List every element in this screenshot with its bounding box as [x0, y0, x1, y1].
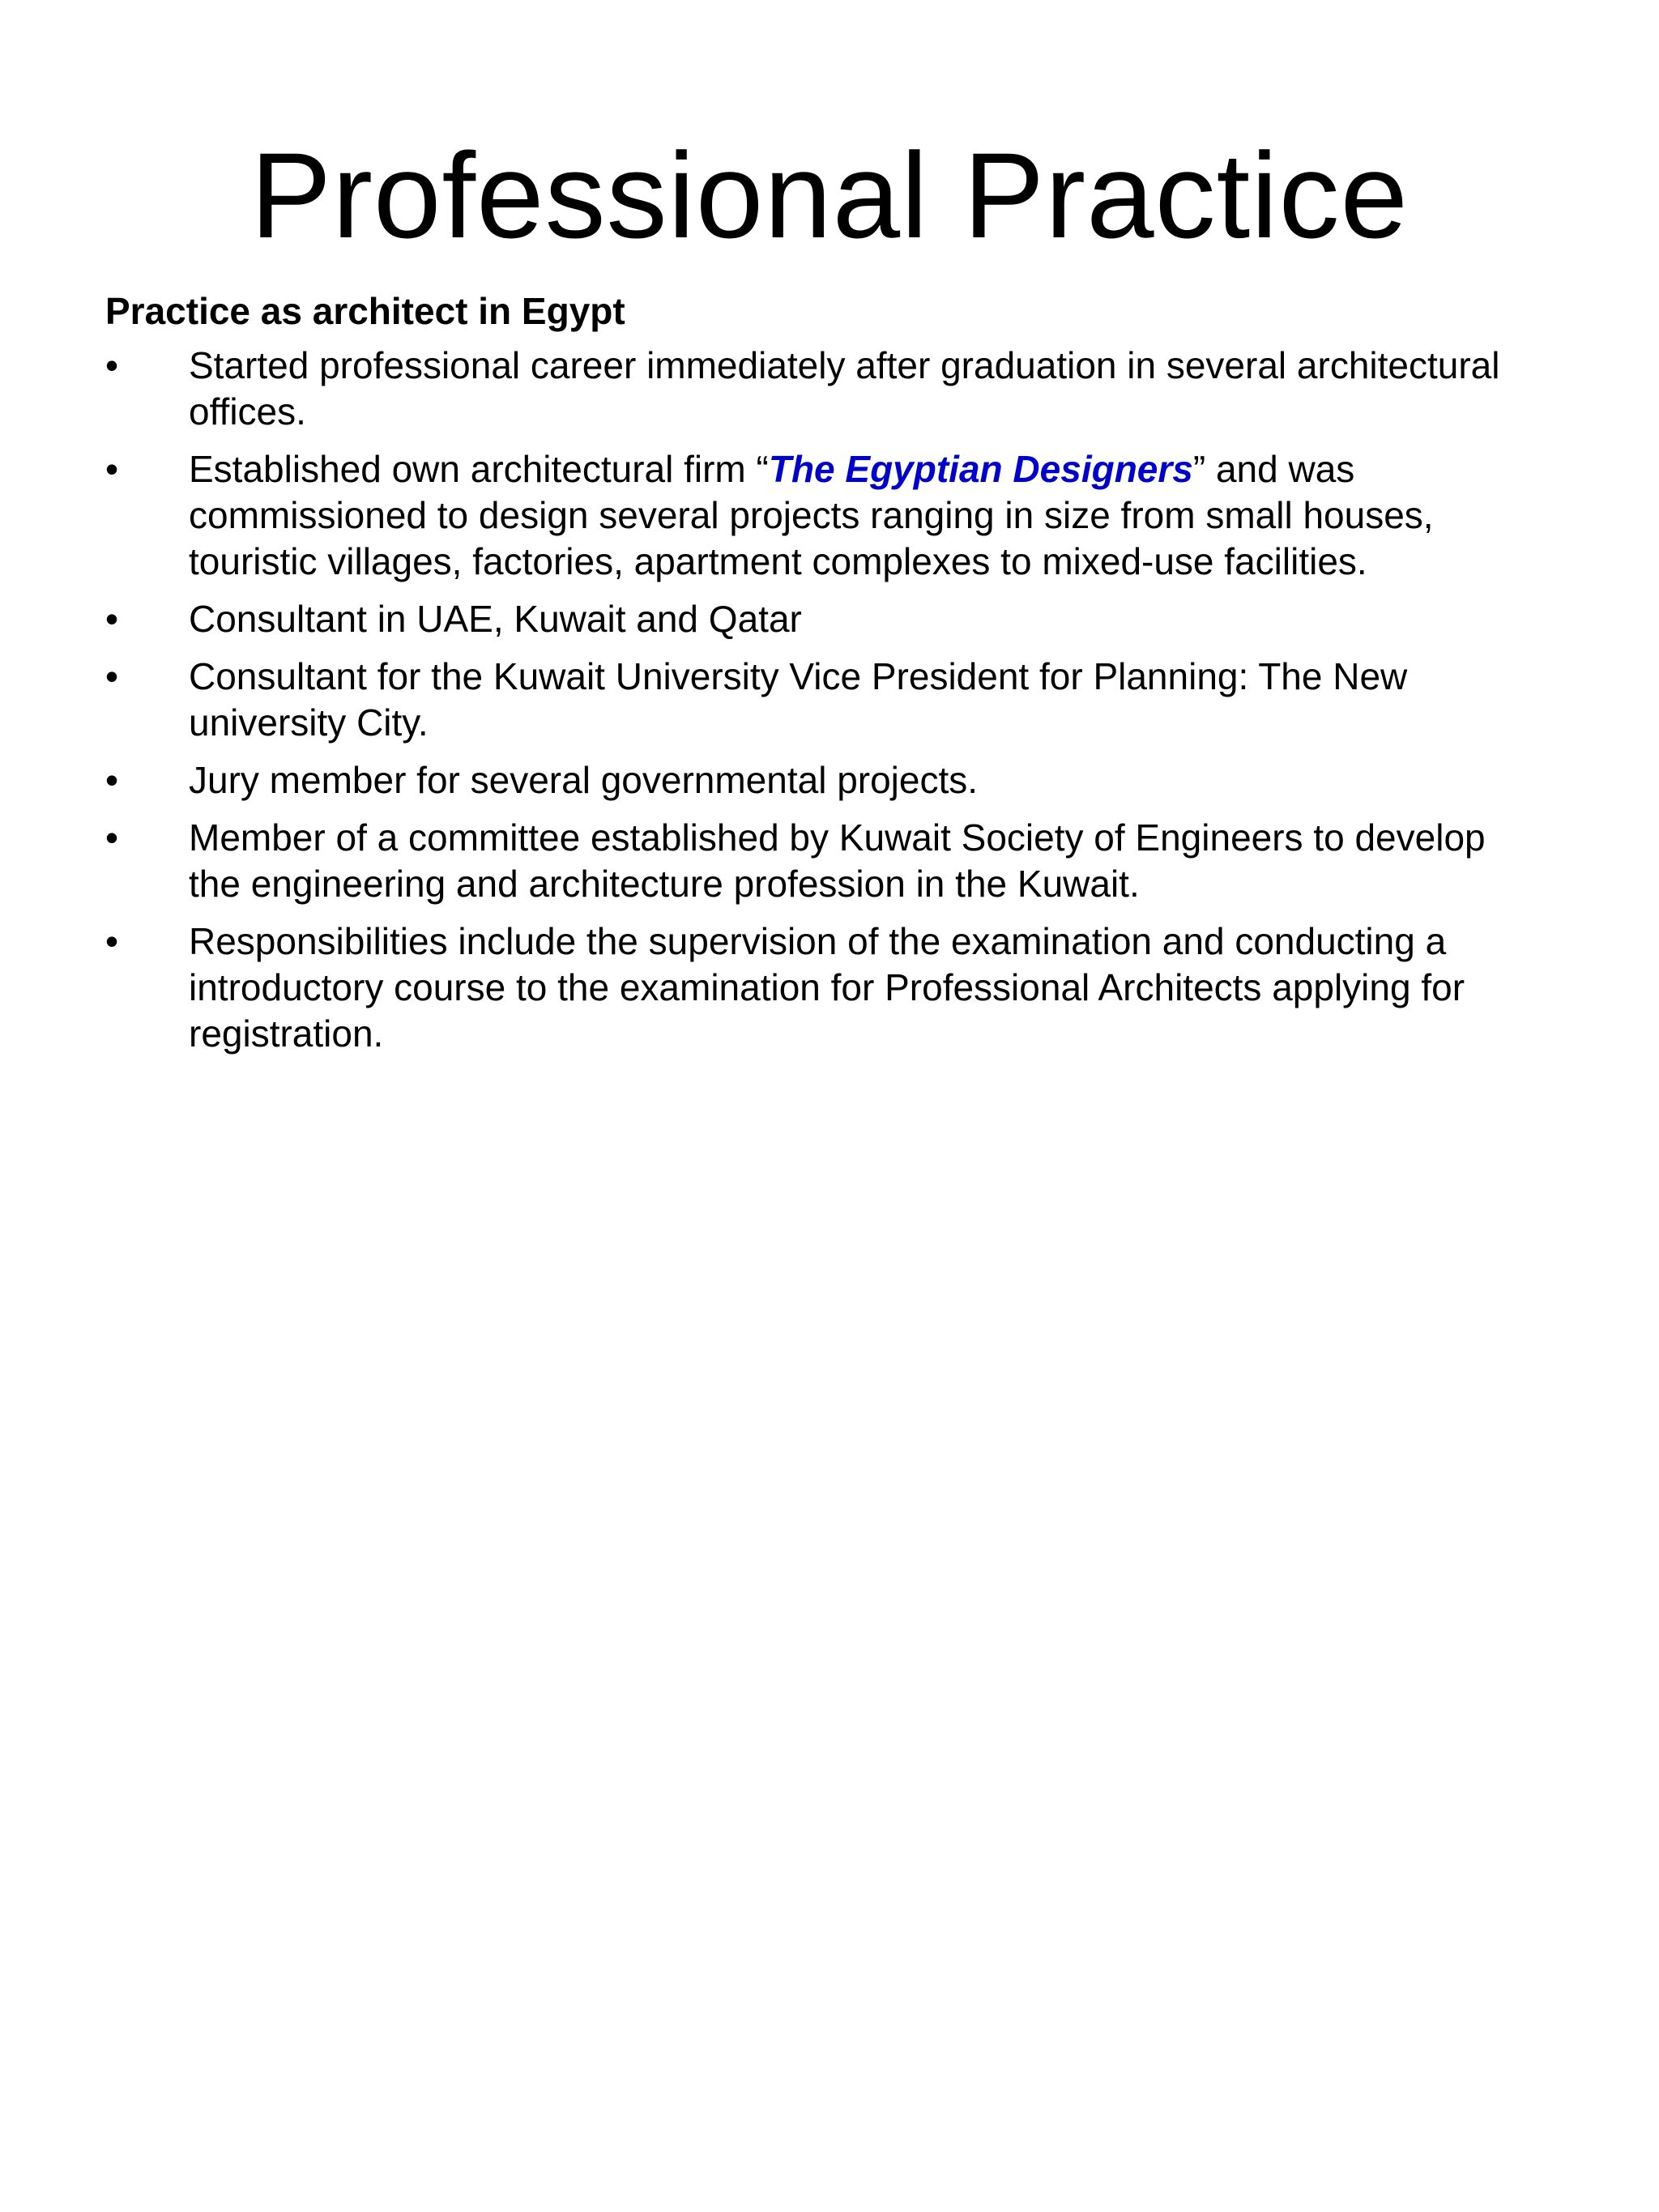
bullet-text: Consultant in UAE, Kuwait and Qatar	[189, 598, 802, 640]
slide-content	[105, 288, 1547, 1068]
bullet-list	[105, 343, 1547, 1057]
section-subheading: Practice as architect in Egypt	[105, 290, 625, 332]
bullet-icon: •	[105, 816, 119, 859]
bullet-text: Member of a committee established by Kuwait Society of Engineers to develop the engineering and architecture profession in the Kuwait.	[189, 816, 1486, 905]
bullet-text: Jury member for several governmental projects.	[189, 759, 979, 801]
list-item	[105, 918, 1547, 1057]
bullet-text-after: ” and was commissioned to design several projects ranging in size from small houses, touristic villages, factories, apartment complexes to mixed-use facilities.	[189, 448, 1434, 582]
bullet-icon: •	[105, 344, 119, 386]
list-item	[105, 446, 1547, 585]
bullet-text: Responsibilities include the supervision of the examination and conducting a introductory course to the examination for Professional Architects applying for registration.	[189, 920, 1465, 1055]
bullet-icon: •	[105, 920, 119, 962]
list-item	[105, 654, 1547, 746]
list-item	[105, 757, 1547, 803]
bullet-text: Consultant for the Kuwait University Vice President for Planning: The New university City.	[189, 655, 1408, 744]
bullet-text-before: Established own architectural firm “	[189, 448, 769, 490]
list-item	[105, 343, 1547, 435]
bullet-icon: •	[105, 655, 119, 697]
slide-title: Professional Practice	[250, 126, 1409, 263]
bullet-text: Started professional career immediately after graduation in several architectural offices.	[189, 344, 1500, 433]
bullet-icon: •	[105, 759, 119, 801]
bullet-icon: •	[105, 598, 119, 640]
firm-name: The Egyptian Designers	[768, 448, 1193, 490]
bullet-icon: •	[105, 448, 119, 490]
list-item	[105, 815, 1547, 907]
list-item	[105, 596, 1547, 642]
